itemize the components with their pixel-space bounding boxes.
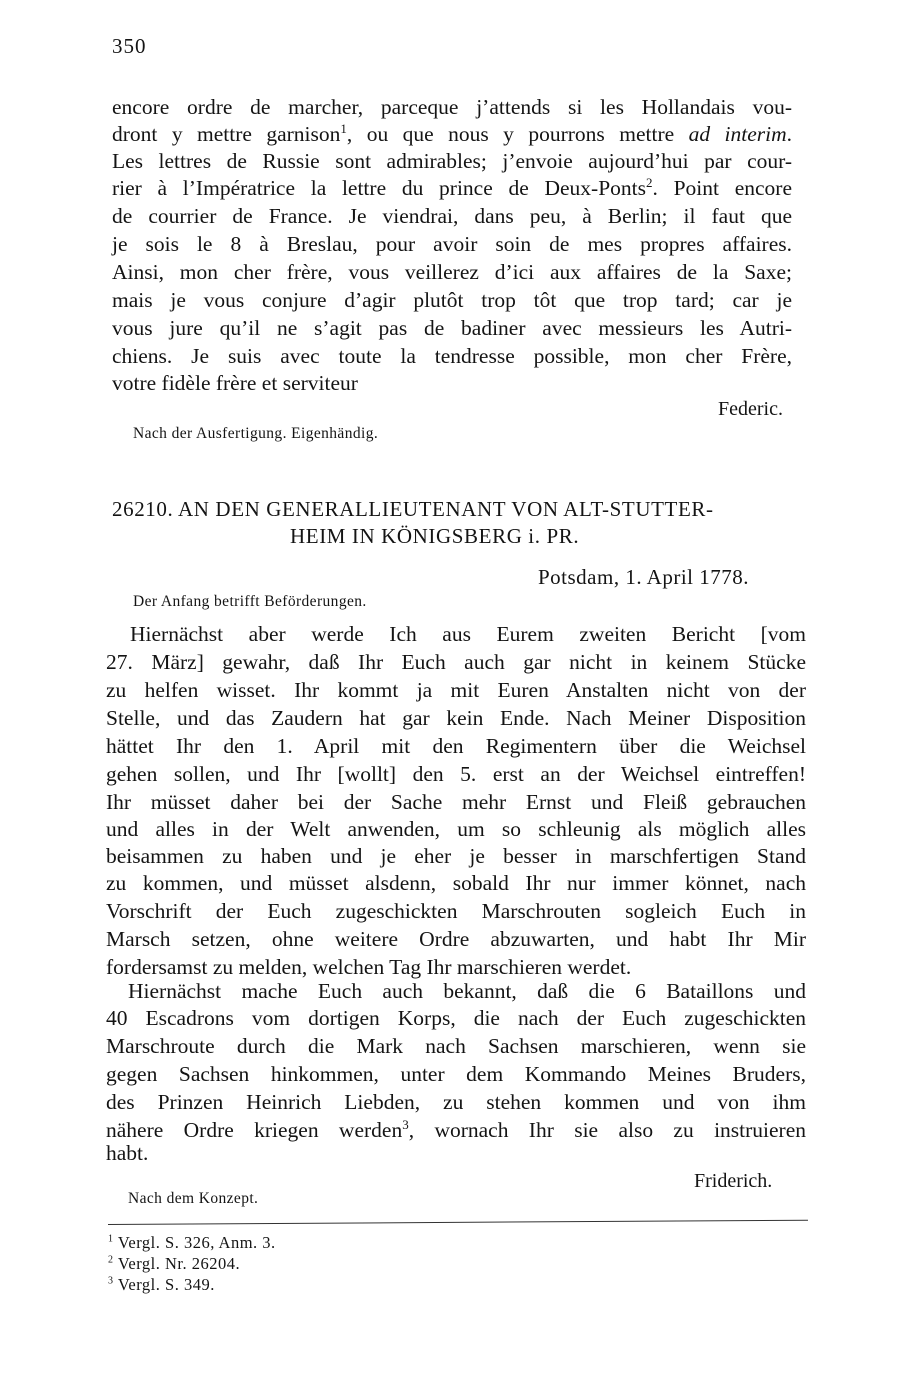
text-line: gegen Sachsen hinkommen, unter dem Kommando Meines Bruders, <box>106 1062 806 1086</box>
text-line: zu kommen, und müsset alsdenn, sobald Ihr nur immer könnet, nach <box>106 871 806 895</box>
letter-heading-cont: HEIM IN KÖNIGSBERG i. PR. <box>290 524 580 548</box>
text-run: nähere Ordre kriegen werden <box>106 1118 403 1142</box>
text-run: dront y mettre garnison <box>112 122 341 146</box>
text-line: Marschroute durch die Mark nach Sachsen marschieren, wenn sie <box>106 1034 806 1058</box>
text-line: Hiernächst aber werde Ich aus Eurem zweiten Bericht [vom <box>130 622 806 646</box>
text-line: de courrier de France. Je viendrai, dans peu, à Berlin; il faut que <box>112 204 792 228</box>
text-line: encore ordre de marcher, parceque j’attends si les Hollandais vou- <box>112 95 792 119</box>
text-line <box>106 1117 806 1143</box>
text-line: vous jure qu’il ne s’agit pas de badiner avec messieurs les Autri- <box>112 316 792 340</box>
text-run: rier à l’Impératrice la lettre du prince de Deux-Ponts <box>112 176 646 200</box>
footnote-text: Vergl. Nr. 26204. <box>117 1254 241 1273</box>
text-line: des Prinzen Heinrich Liebden, zu stehen kommen und von ihm <box>106 1090 806 1114</box>
footnote-marker: 1 <box>108 1233 114 1245</box>
footnote-ref: 2 <box>646 174 653 190</box>
footnote-text: Vergl. S. 349. <box>117 1275 215 1294</box>
dateline: Potsdam, 1. April 1778. <box>538 565 750 589</box>
text-line: Vorschrift der Euch zugeschickten Marschrouten sogleich Euch in <box>106 899 806 923</box>
source-note: Nach dem Konzept. <box>128 1190 259 1207</box>
footnote-marker: 3 <box>108 1275 114 1287</box>
text-line: beisammen zu haben und je eher je besser in marschfertigen Stand <box>106 844 806 868</box>
text-line: mais je vous conjure d’agir plutôt trop tôt que trop tard; car je <box>112 288 792 312</box>
text-line: hättet Ihr den 1. April mit den Regimentern über die Weichsel <box>106 734 806 758</box>
editorial-note: Der Anfang betrifft Beförderungen. <box>133 593 367 610</box>
text-line <box>112 121 792 147</box>
footnote-divider <box>108 1220 808 1225</box>
footnote-text: Vergl. S. 326, Anm. 3. <box>117 1233 276 1252</box>
text-line: votre fidèle frère et serviteur <box>112 371 358 395</box>
text-run: , ou que nous y pourrons mettre <box>346 122 689 146</box>
page-number: 350 <box>112 34 147 58</box>
text-line: Les lettres de Russie sont admirables; j’envoie aujourd’hui par cour- <box>112 149 792 173</box>
text-line: und alles in der Welt anwenden, um so schleunig als möglich alles <box>106 817 806 841</box>
text-line: chiens. Je suis avec toute la tendresse possible, mon cher Frère, <box>112 344 792 368</box>
footnote <box>108 1233 276 1253</box>
text-line: je sois le 8 à Breslau, pour avoir soin de mes propres affaires. <box>112 232 792 256</box>
text-line: fordersamst zu melden, welchen Tag Ihr marschieren werdet. <box>106 955 632 979</box>
signature-federic: Federic. <box>718 398 783 420</box>
text-line: Hiernächst mache Euch auch bekannt, daß die 6 Bataillons und <box>128 979 806 1003</box>
text-line: Marsch setzen, ohne weitere Ordre abzuwarten, und habt Ihr Mir <box>106 927 806 951</box>
footnote-ref: 3 <box>402 1116 409 1132</box>
letter-heading: 26210. AN DEN GENERALLIEUTENANT VON ALT-STUTTER- <box>112 497 714 521</box>
text-line: Stelle, und das Zaudern hat gar kein Ende. Nach Meiner Disposition <box>106 706 806 730</box>
text-line: 40 Escadrons vom dortigen Korps, die nach der Euch zugeschickten <box>106 1006 806 1030</box>
italic-text: ad interim <box>688 122 787 146</box>
footnote-marker: 2 <box>108 1254 114 1266</box>
source-note: Nach der Ausfertigung. Eigenhändig. <box>133 425 379 442</box>
text-line <box>112 175 792 201</box>
footnote <box>108 1275 215 1295</box>
text-line: Ihr müsset daher bei der Sache mehr Ernst und Fleiß gebrauchen <box>106 790 806 814</box>
footnote <box>108 1254 240 1274</box>
text-line: gehen sollen, und Ihr [wollt] den 5. erst an der Weichsel eintreffen! <box>106 762 806 786</box>
footnote-ref: 1 <box>340 120 347 136</box>
text-run: , wornach Ihr sie also zu instruieren <box>408 1118 807 1142</box>
text-run: . Point encore <box>652 176 792 200</box>
text-line: Ainsi, mon cher frère, vous veillerez d’ici aux affaires de la Saxe; <box>112 260 792 284</box>
signature-friderich: Friderich. <box>694 1170 773 1192</box>
text-run: . <box>786 122 793 146</box>
text-line: zu helfen wisset. Ihr kommt ja mit Euren Anstalten nicht von der <box>106 678 806 702</box>
text-line: 27. März] gewahr, daß Ihr Euch auch gar nicht in keinem Stücke <box>106 650 806 674</box>
text-line: habt. <box>106 1141 149 1165</box>
